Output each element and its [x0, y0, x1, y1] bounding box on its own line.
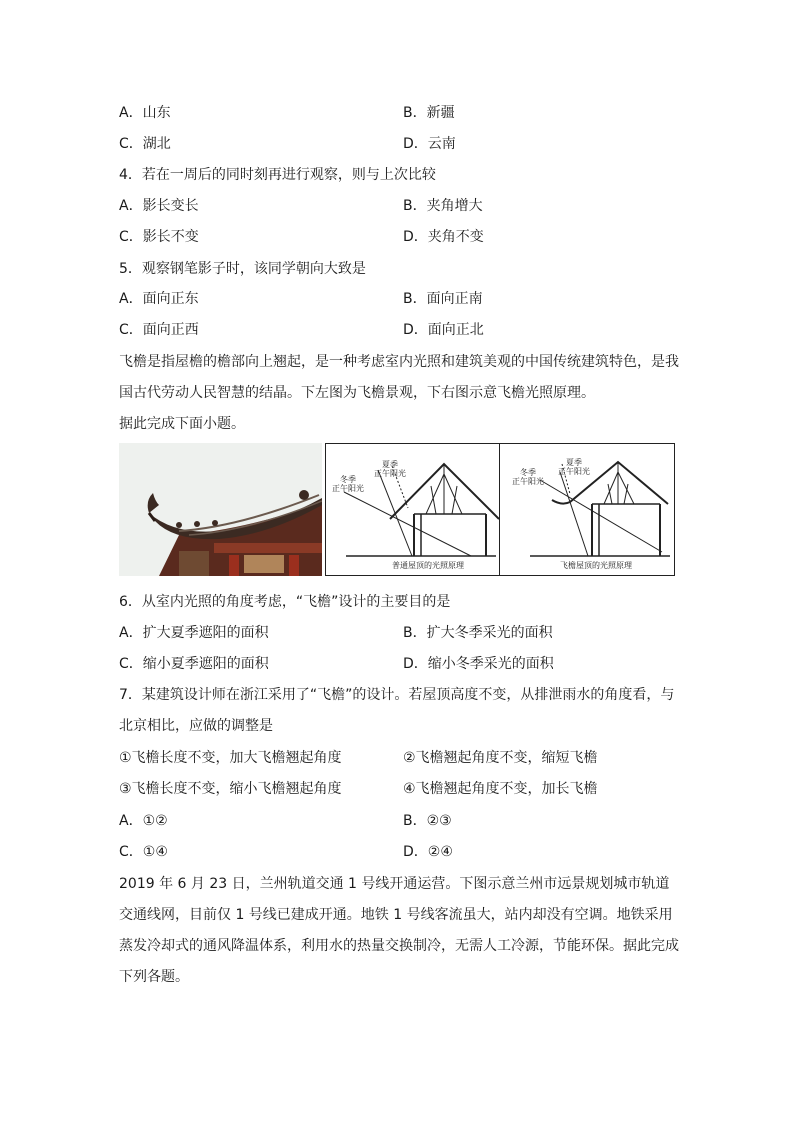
- q7-statement-3: ③飞檐长度不变，缩小飞檐翘起角度: [119, 781, 342, 797]
- q4-option-c: C．影长不变: [119, 229, 199, 245]
- flying-eaves-figure: [119, 443, 675, 576]
- q5-option-d: D．面向正北: [403, 322, 484, 338]
- q3-option-d: D．云南: [403, 136, 456, 152]
- intro-paragraph-flying-eaves: 飞檐是指屋檐的檐部向上翘起，是一种考虑室内光照和建筑美观的中国传统建筑特色，是我国古代劳动人民智慧的结晶。下左图为飞檐景观，下右图示意飞檐光照原理。: [119, 354, 679, 401]
- q4-option-d: D．夹角不变: [403, 229, 484, 245]
- q7-option-a: A．①②: [119, 813, 168, 829]
- right-summer-label: 夏季 正午阳光: [558, 458, 590, 476]
- q4-option-b: B．夹角增大: [403, 198, 483, 214]
- q7-option-c: C．①④: [119, 844, 168, 860]
- left-summer-label: 夏季 正午阳光: [374, 460, 406, 478]
- q5-option-b: B．面向正南: [403, 291, 483, 307]
- intro-paragraph-lanzhou-metro: 2019 年 6 月 23 日，兰州轨道交通 1 号线开通运营。下图示意兰州市远景规划城市轨道交通线网，目前仅 1 号线已建成开通。地铁 1 号线客流虽大，站内却没有空调。地铁采用蒸发冷却式的通风降温体系，利用水的热量交换制冷，无需人工冷源，节能环保。据此完成下列各题。: [119, 876, 679, 985]
- right-winter-label: 冬季 正午阳光: [512, 468, 544, 486]
- left-winter-label: 冬季 正午阳光: [332, 475, 364, 493]
- q6-option-c: C．缩小夏季遮阳的面积: [119, 656, 269, 672]
- right-caption: 飞檐屋顶的光照原理: [560, 561, 632, 570]
- q6-option-b: B．扩大冬季采光的面积: [403, 625, 553, 641]
- q3-option-a: A．山东: [119, 105, 171, 121]
- q7-statement-2: ②飞檐翘起角度不变，缩短飞檐: [403, 750, 598, 766]
- intro-instruction: 据此完成下面小题。: [119, 416, 245, 432]
- q6-option-d: D．缩小冬季采光的面积: [403, 656, 554, 672]
- q5-stem: 5．观察钢笔影子时，该同学朝向大致是: [119, 261, 366, 277]
- q3-option-b: B．新疆: [403, 105, 455, 121]
- q6-option-a: A．扩大夏季遮阳的面积: [119, 625, 269, 641]
- q7-stem: 7．某建筑设计师在浙江采用了“飞檐”的设计。若屋顶高度不变，从排泄雨水的角度看，与北京相比，应做的调整是: [119, 687, 675, 734]
- q7-option-d: D．②④: [403, 844, 453, 860]
- q7-statement-4: ④飞檐翘起角度不变，加长飞檐: [403, 781, 598, 797]
- q4-stem: 4．若在一周后的同时刻再进行观察，则与上次比较: [119, 167, 436, 183]
- q6-stem: 6．从室内光照的角度考虑，“飞檐”设计的主要目的是: [119, 594, 451, 610]
- flying-eaves-photo: [119, 443, 322, 576]
- q7-option-b: B．②③: [403, 813, 452, 829]
- q4-option-a: A．影长变长: [119, 198, 199, 214]
- q5-option-a: A．面向正东: [119, 291, 199, 307]
- lighting-principle-diagram: [325, 443, 675, 576]
- q5-option-c: C．面向正西: [119, 322, 199, 338]
- q3-option-c: C．湖北: [119, 136, 171, 152]
- left-caption: 普通屋顶的光照原理: [392, 561, 464, 570]
- q7-statement-1: ①飞檐长度不变，加大飞檐翘起角度: [119, 750, 342, 766]
